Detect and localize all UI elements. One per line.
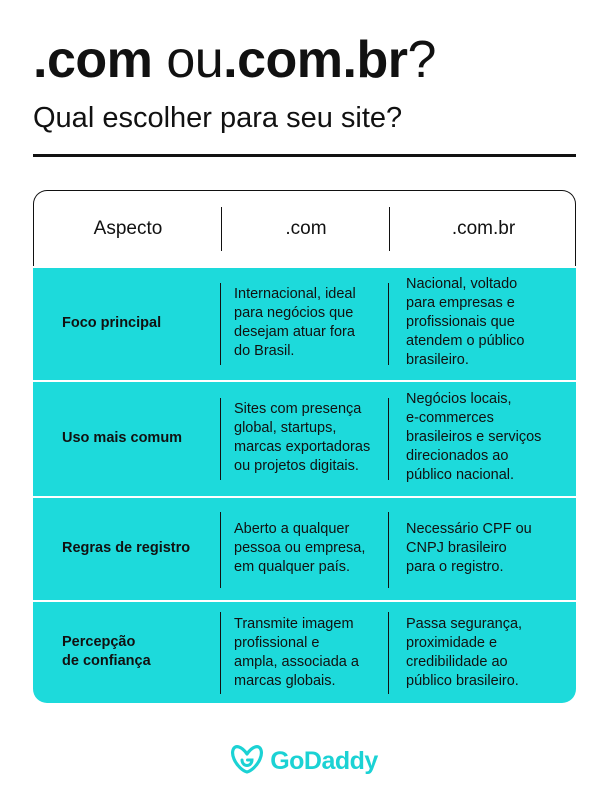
- brand-name: GoDaddy: [270, 746, 378, 775]
- table-row-regras-de-registro: [33, 496, 576, 600]
- cell-line: Transmite imagem: [234, 616, 354, 632]
- cell-line: para empresas e: [406, 295, 515, 311]
- cell-line: proximidade e: [406, 635, 498, 651]
- cell-line: Necessário CPF ou: [406, 521, 532, 537]
- cell-line: em qualquer país.: [234, 559, 351, 575]
- cell-line: credibilidade ao: [406, 654, 508, 670]
- row-label: Uso mais comum: [62, 430, 183, 446]
- table-row-uso-mais-comum: [33, 380, 576, 496]
- title-divider: [33, 154, 576, 157]
- cell-com: [234, 520, 382, 577]
- cell-line: marcas globais.: [234, 673, 336, 689]
- column-header-combr: .com.br: [451, 218, 516, 239]
- cell-line: brasileiro.: [406, 352, 469, 368]
- column-divider: [388, 512, 389, 588]
- cell-line: Negócios locais,: [406, 391, 512, 407]
- cell-line: Sites com presença: [234, 401, 362, 417]
- row-label: [62, 633, 151, 671]
- title-combr: .com.br: [223, 31, 408, 89]
- cell-line: Internacional, ideal: [234, 286, 356, 302]
- column-divider: [220, 612, 221, 694]
- cell-line: público nacional.: [406, 467, 515, 483]
- cell-line: pessoa ou empresa,: [234, 540, 366, 556]
- row-label: Regras de registro: [62, 540, 191, 556]
- page-subtitle: Qual escolher para seu site?: [33, 102, 403, 134]
- column-divider: [220, 283, 221, 365]
- comparison-table: [33, 190, 576, 703]
- godaddy-logo-icon: [230, 744, 264, 779]
- cell-line: CNPJ brasileiro: [406, 540, 507, 556]
- cell-line: profissionais que: [406, 314, 515, 330]
- cell-line: do Brasil.: [234, 343, 295, 359]
- row-label-line: Percepção: [62, 634, 136, 650]
- row-label-line: de confiança: [62, 653, 151, 669]
- cell-line: para o registro.: [406, 559, 504, 575]
- cell-line: marcas exportadoras: [234, 439, 371, 455]
- cell-com: [234, 400, 382, 476]
- cell-line: brasileiros e serviços: [406, 429, 542, 445]
- cell-line: direcionados ao: [406, 448, 509, 464]
- column-header-com: .com: [285, 218, 327, 239]
- cell-line: profissional e: [234, 635, 320, 651]
- cell-com: [234, 285, 382, 361]
- cell-combr: [406, 390, 566, 485]
- page-title: [33, 30, 436, 90]
- brand-logo: [230, 744, 378, 779]
- cell-line: global, startups,: [234, 420, 337, 436]
- column-divider: [388, 283, 389, 365]
- table-body: [33, 266, 576, 703]
- footer: [0, 743, 608, 779]
- column-divider: [220, 512, 221, 588]
- cell-line: para negócios que: [234, 305, 354, 321]
- cell-com: [234, 615, 382, 691]
- cell-line: público brasileiro.: [406, 673, 519, 689]
- cell-line: atendem o público: [406, 333, 525, 349]
- cell-line: desejam atuar fora: [234, 324, 355, 340]
- cell-combr: [406, 615, 566, 691]
- row-label: Foco principal: [62, 315, 162, 331]
- table-row-percepcao-de-confianca: [33, 600, 576, 703]
- column-header-aspect: Aspecto: [93, 218, 163, 239]
- cell-line: Nacional, voltado: [406, 276, 518, 292]
- cell-combr: [406, 520, 566, 577]
- cell-line: e-commerces: [406, 410, 494, 426]
- column-divider: [220, 398, 221, 480]
- title-question-mark: ?: [407, 31, 436, 89]
- cell-line: ou projetos digitais.: [234, 458, 359, 474]
- cell-line: Passa segurança,: [406, 616, 523, 632]
- column-divider: [388, 612, 389, 694]
- cell-combr: [406, 275, 566, 370]
- title-ou: ou: [152, 31, 224, 89]
- title-com: .com: [33, 31, 153, 89]
- cell-line: ampla, associada a: [234, 654, 359, 670]
- column-divider: [388, 398, 389, 480]
- table-header: [33, 190, 576, 266]
- cell-line: Aberto a qualquer: [234, 521, 350, 537]
- table-row-foco-principal: [33, 266, 576, 380]
